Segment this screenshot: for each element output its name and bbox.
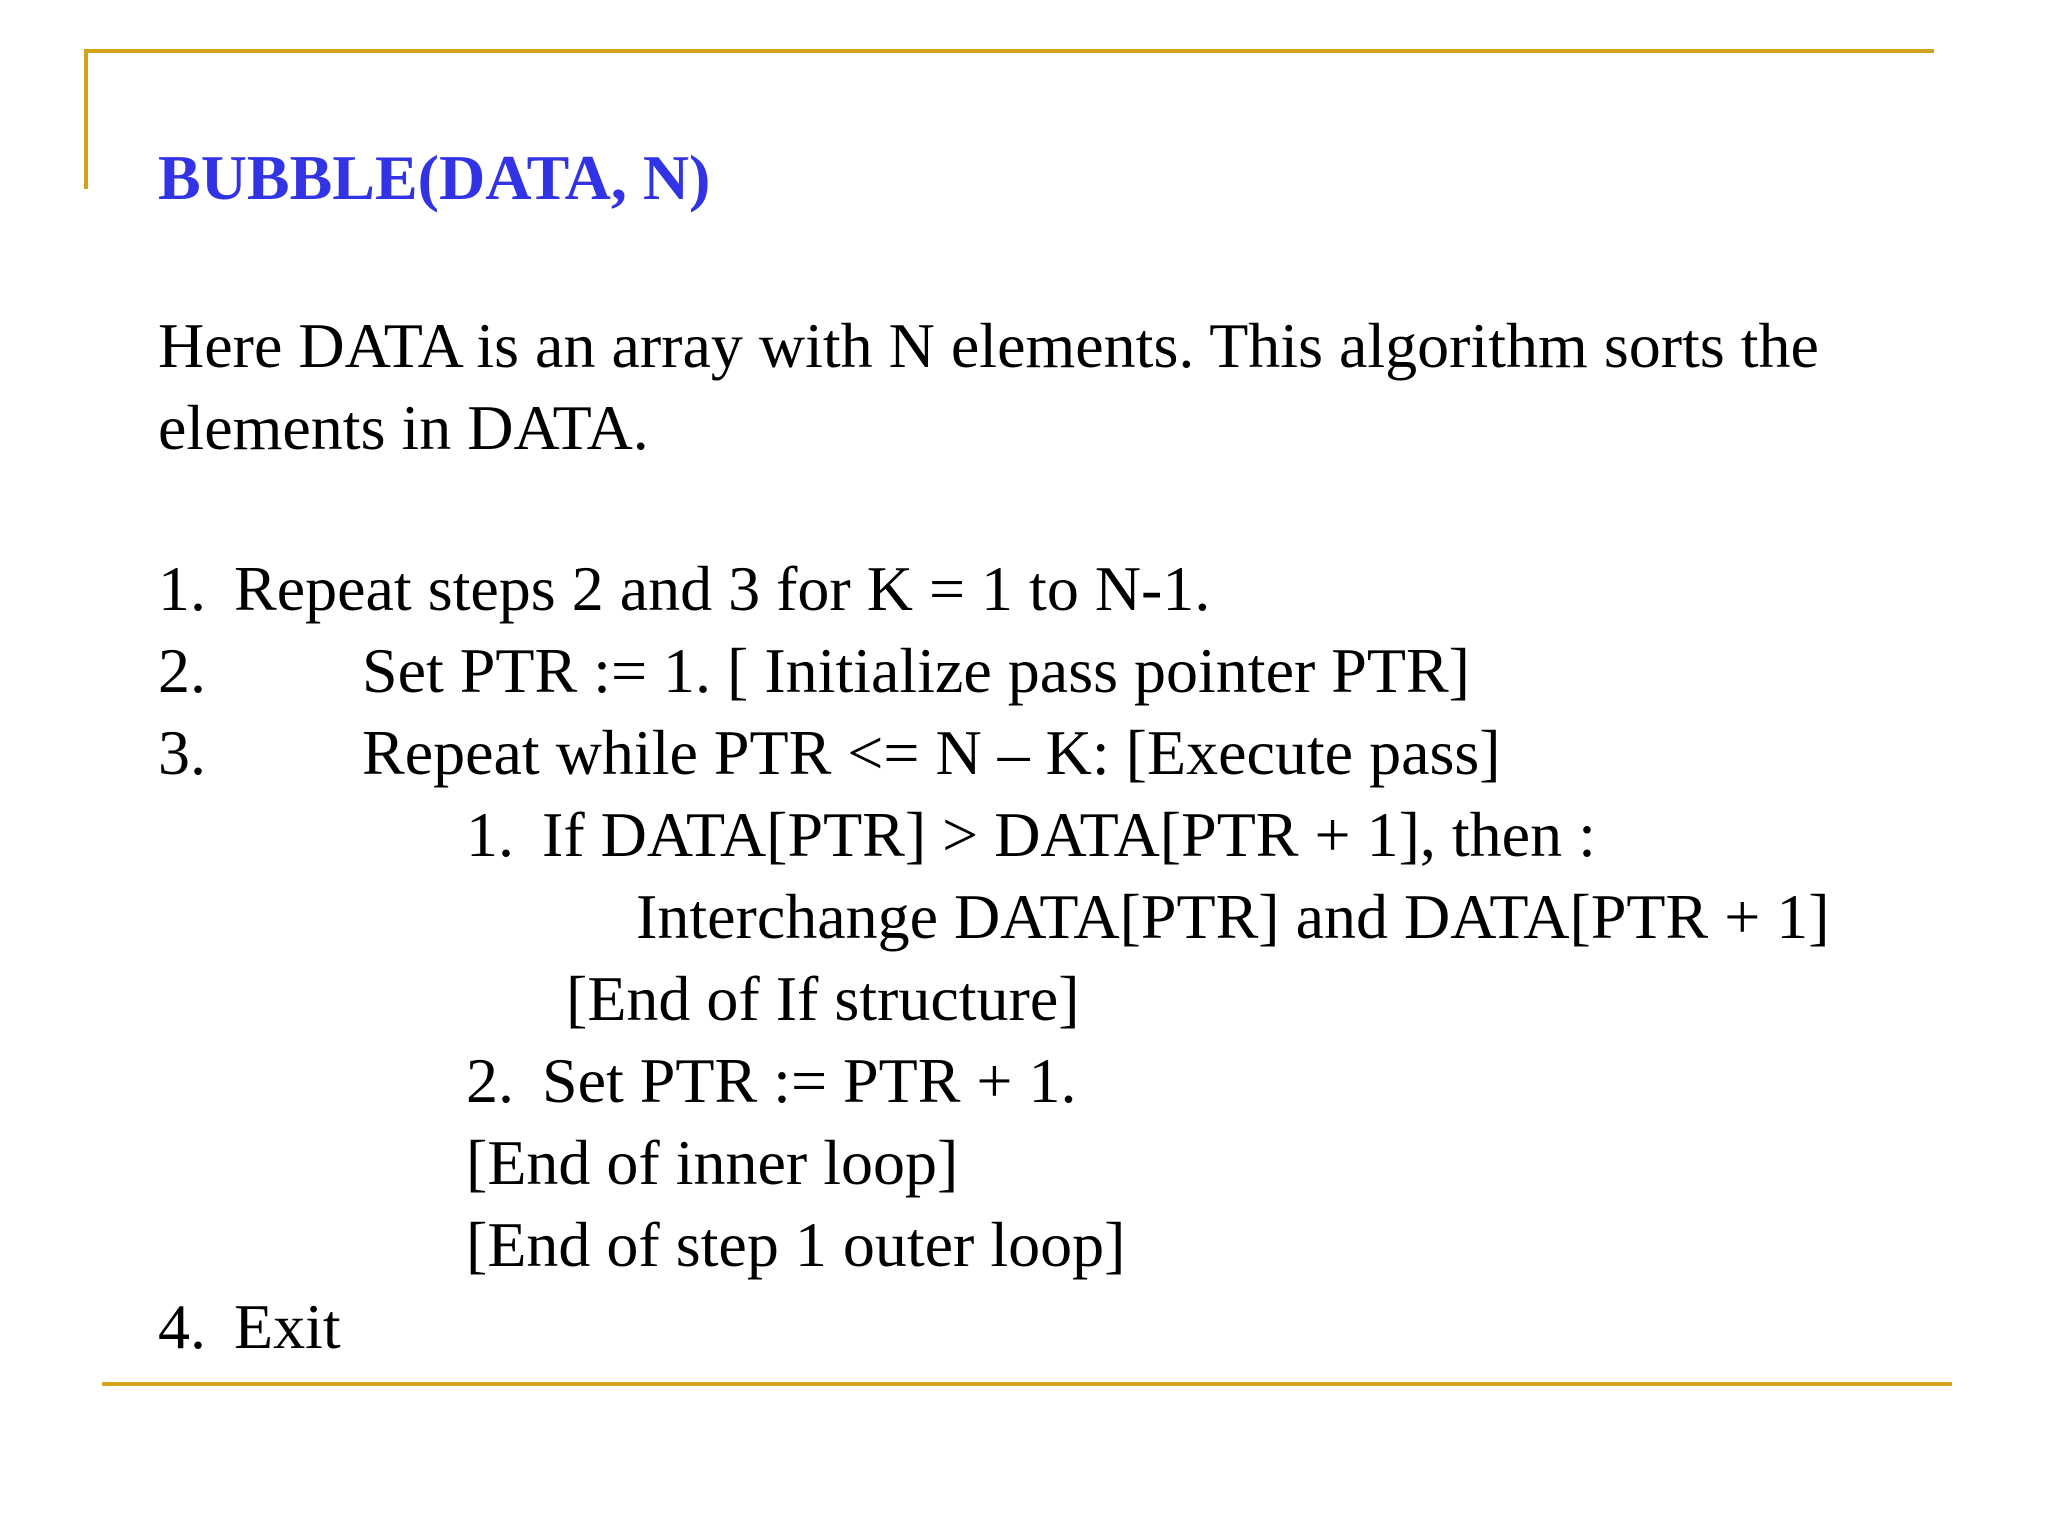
step-2-text: Set PTR := 1. [ Initialize pass pointer PTR] [362,635,1470,706]
top-rule [84,49,1934,53]
step-3-1-text: If DATA[PTR] > DATA[PTR + 1], then : [542,799,1596,870]
step-4-number: 4. [158,1291,206,1362]
end-inner-loop-note: [End of inner loop] [466,1127,959,1198]
end-if-note: [End of If structure] [566,963,1080,1034]
step-3-text: Repeat while PTR <= N – K: [Execute pass] [362,717,1501,788]
step-1-text: Repeat steps 2 and 3 for K = 1 to N-1. [234,553,1211,624]
step-3-number: 3. [158,717,206,788]
step-3-2-number: 2. [466,1045,514,1116]
algorithm-title: BUBBLE(DATA, N) [158,142,711,213]
step-4-text: Exit [234,1291,341,1362]
end-outer-loop-note: [End of step 1 outer loop] [466,1209,1126,1280]
step-3-2-text: Set PTR := PTR + 1. [542,1045,1077,1116]
step-1-number: 1. [158,553,206,624]
algorithm-description: Here DATA is an array with N elements. This algorithm sorts the elements in DATA. [158,310,1819,463]
step-2-number: 2. [158,635,206,706]
bottom-rule [102,1382,1952,1386]
step-3-1-action: Interchange DATA[PTR] and DATA[PTR + 1] [636,881,1830,952]
step-3-1-number: 1. [466,799,514,870]
left-rule [84,49,88,189]
